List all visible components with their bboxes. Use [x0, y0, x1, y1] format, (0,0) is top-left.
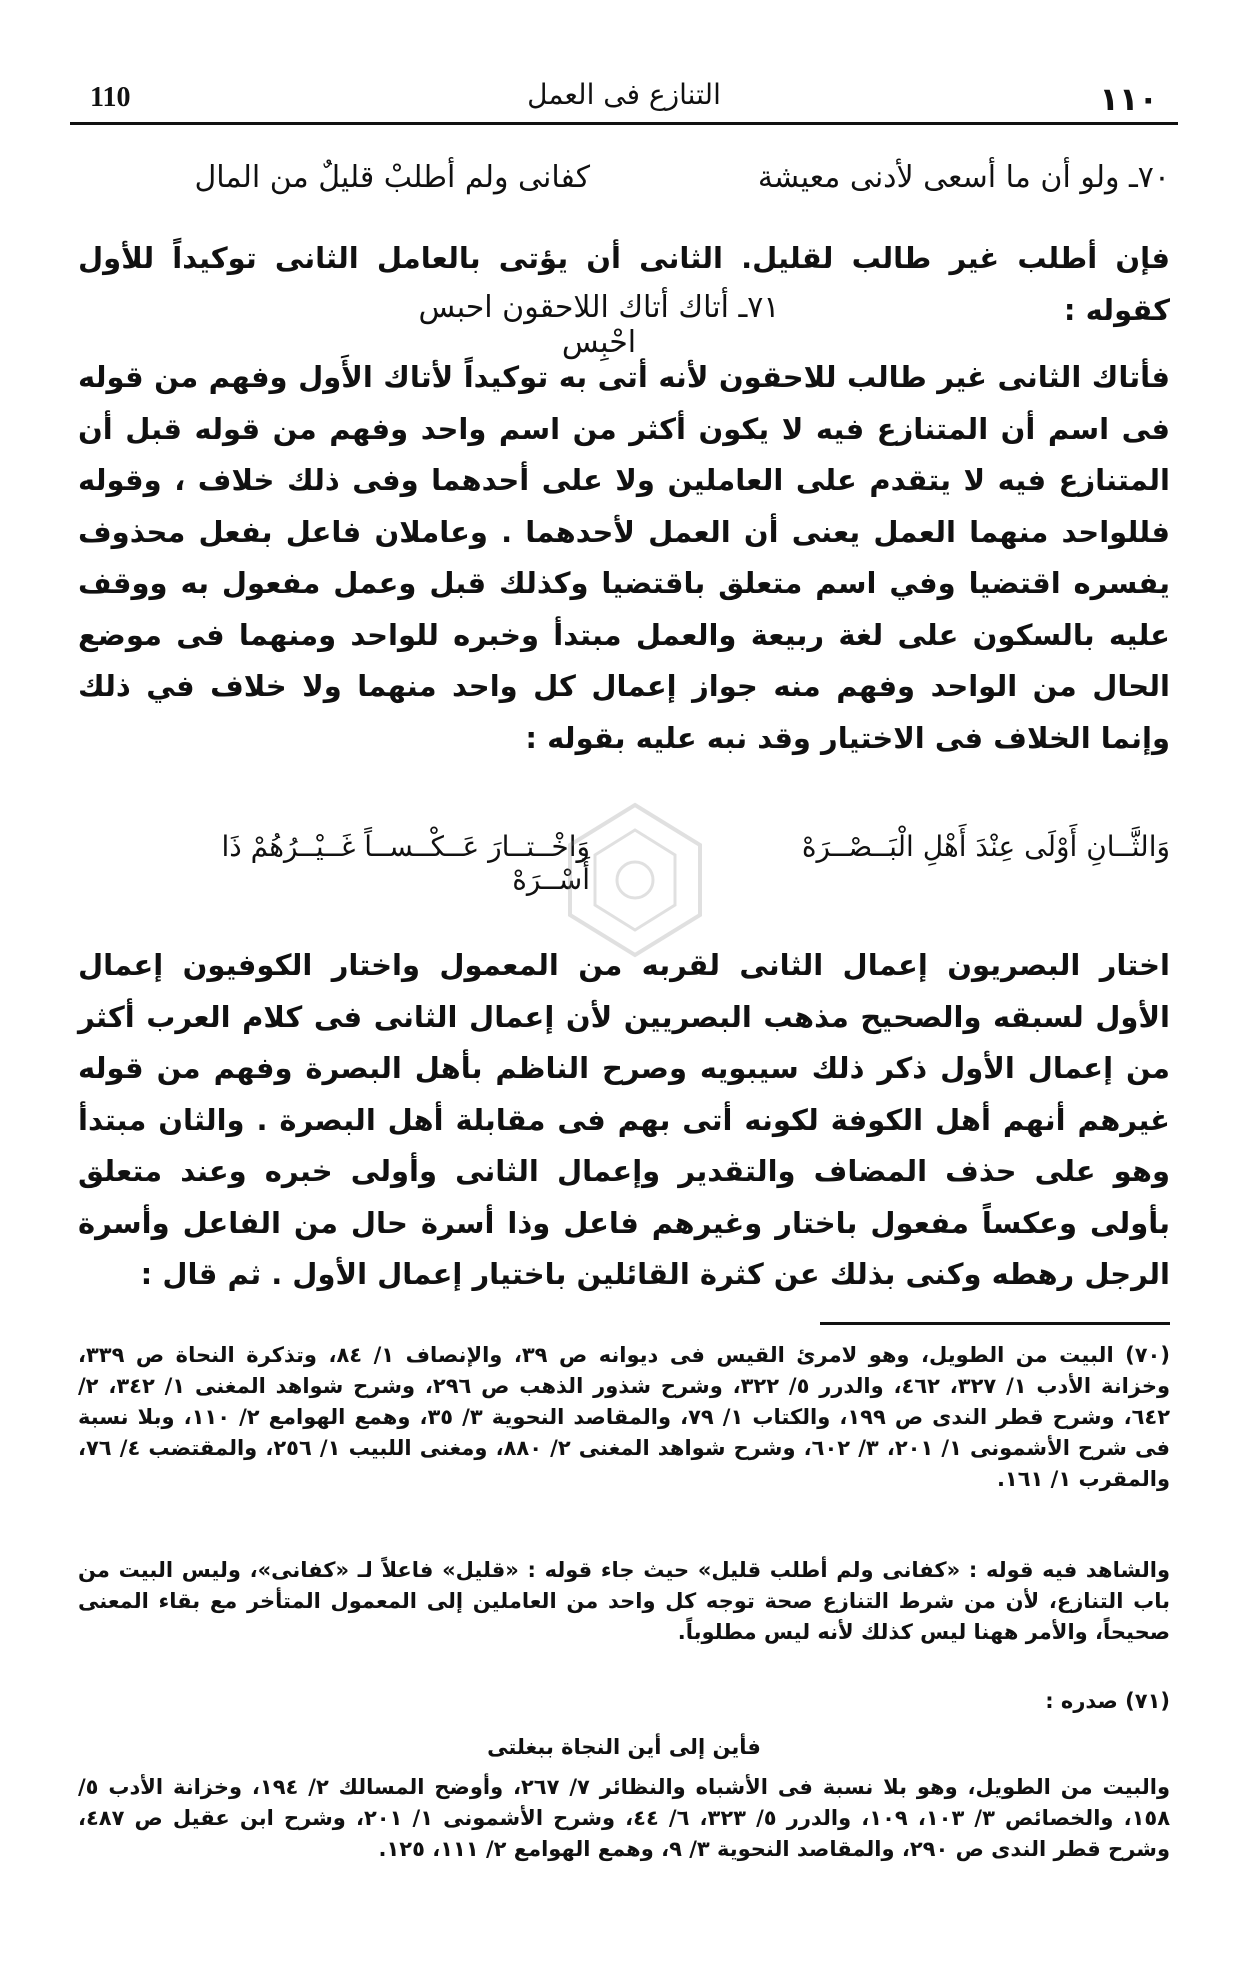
footnote-70-shahid: والشاهد فيه قوله : «كفانى ولم أطلب قليل» حيث جاء قوله : «قليل» فاعلاً لـ «كفانى»، وليس البيت من باب التنازع، لأن من شرط التنازع صحة توجه كل واحد من العاملين إلى المعمول المتأخر مع بقاء المعنى صحيحاً، والأمر ههنا ليس كذلك لأنه ليس مطلوباً. [78, 1558, 1170, 1644]
page-number-arabic: ١١٠ [1099, 80, 1158, 118]
page-header [70, 70, 1178, 120]
footnote-71-label: (٧١) صدره : [1045, 1689, 1170, 1713]
footnote-71-sources: والبيت من الطويل، وهو بلا نسبة فى الأشباه والنظائر ٧/ ٢٦٧، وأوضح المسالك ٢/ ١٩٤، وخزانة الأدب ٥/ ١٥٨، والخصائص ٣/ ١٠٣، ١٠٩، والدرر ٥/ ٣٢٣، ٦/ ٤٤، وشرح الأشمونى ١/ ٢٠١، وشرح ابن عقيل ص ٤٨٧، وشرح قطر الندى ص ٢٩٠، والمقاصد النحوية ٣/ ٩، وهمع الهوامع ٢/ ١١١، ١٢٥. [78, 1775, 1171, 1861]
footnote-71-verse: فأين إلى أين النجاة ببغلتى [487, 1735, 761, 1759]
paragraph-1: فأتاك الثانى غير طالب للاحقون لأنه أتى به توكيداً لأتاك الأَول وفهم من قوله فى اسم أن المتنازع فيه لا يكون أكثر من اسم واحد وفهم من قوله قبل أن المتنازع فيه لا يتقدم على العاملين ولا على أحدهما وفى ذلك خلاف ، وقوله فللواحد منهما العمل يعنى أن العمل لأحدهما . وعاملان فاعل بفعل محذوف يفسره اقتضيا وفي اسم متعلق باقتضيا وكذلك قبل وعمل مفعول به ووقف عليه بالسكون على لغة ربيعة والعمل مبتدأ وخبره للواحد ومنهما فى موضع الحال من الواحد وفهم منه جواز إعمال كل واحد منهما ولا خلاف في ذلك وإنما الخلاف فى الاختيار وقد نبه عليه بقوله : [78, 360, 1170, 755]
running-title: التنازع فى العمل [527, 78, 721, 111]
verse-70-right: ٧٠ـ ولو أن ما أسعى لأدنى معيشة [757, 160, 1170, 195]
page-number-latin: 110 [90, 82, 131, 113]
library-watermark [560, 800, 710, 960]
verse-71: ٧١ـ أتاك أتاك اللاحقون احبس احْبِس [418, 290, 780, 360]
header-rule [70, 122, 1178, 125]
text-line-1: فإن أطلب غير طالب لقليل. الثانى أن يؤتى بالعامل الثانى توكيداً للأول كقوله : [78, 241, 1170, 327]
alfiya-right: وَالثَّــانِ أَوْلَى عِنْدَ أَهْلِ الْبَــصْــرَهْ [801, 830, 1170, 863]
footnote-rule [820, 1322, 1170, 1325]
verse-70-left: كفانى ولم أطلبْ قليلٌ من المال [194, 160, 590, 195]
alfiya-left: وَاخْــتــارَ عَــكْــســاً غَــيْــرُهُمْ ذَا أَسْــرَهْ [221, 830, 590, 896]
paragraph-2: اختار البصريون إعمال الثانى لقربه من المعمول واختار الكوفيون إعمال الأول لسبقه والصحيح مذهب البصريين لأن إعمال الثانى فى كلام العرب أكثر من إعمال الأول ذكر ذلك سيبويه وصرح الناظم بأهل البصرة وفهم من قوله غيرهم أنهم أهل الكوفة لكونه أتى بهم فى مقابلة أهل البصرة . والثان مبتدأ وهو على حذف المضاف والتقدير وإعمال الثانى وأولى خبره وعند متعلق بأولى وعكساً مفعول باختار وغيرهم فاعل وذا أسرة حال من الفاعل وأسرة الرجل رهطه وكنى بذلك عن كثرة القائلين باختيار إعمال الأول . ثم قال : [78, 948, 1170, 1291]
footnote-70-sources: (٧٠) البيت من الطويل، وهو لامرئ القيس فى ديوانه ص ٣٩، والإنصاف ١/ ٨٤، وتذكرة النحاة ص ٣٣٩، وخزانة الأدب ١/ ٣٢٧، ٤٦٢، والدرر ٥/ ٣٢٢، وشرح شذور الذهب ص ٢٩٦، وشرح شواهد المغنى ١/ ٣٤٢، ٢/ ٦٤٢، وشرح قطر الندى ص ١٩٩، والكتاب ١/ ٧٩، والمقاصد النحوية ٣/ ٣٥، وهمع الهوامع ٢/ ١١٠، وبلا نسبة فى شرح الأشمونى ١/ ٢٠١، ٣/ ٦٠٢، وشرح شواهد المغنى ٢/ ٨٨٠، ومغنى اللبيب ١/ ٢٥٦، والمقتضب ٤/ ٧٦، والمقرب ١/ ١٦١. [78, 1343, 1171, 1491]
